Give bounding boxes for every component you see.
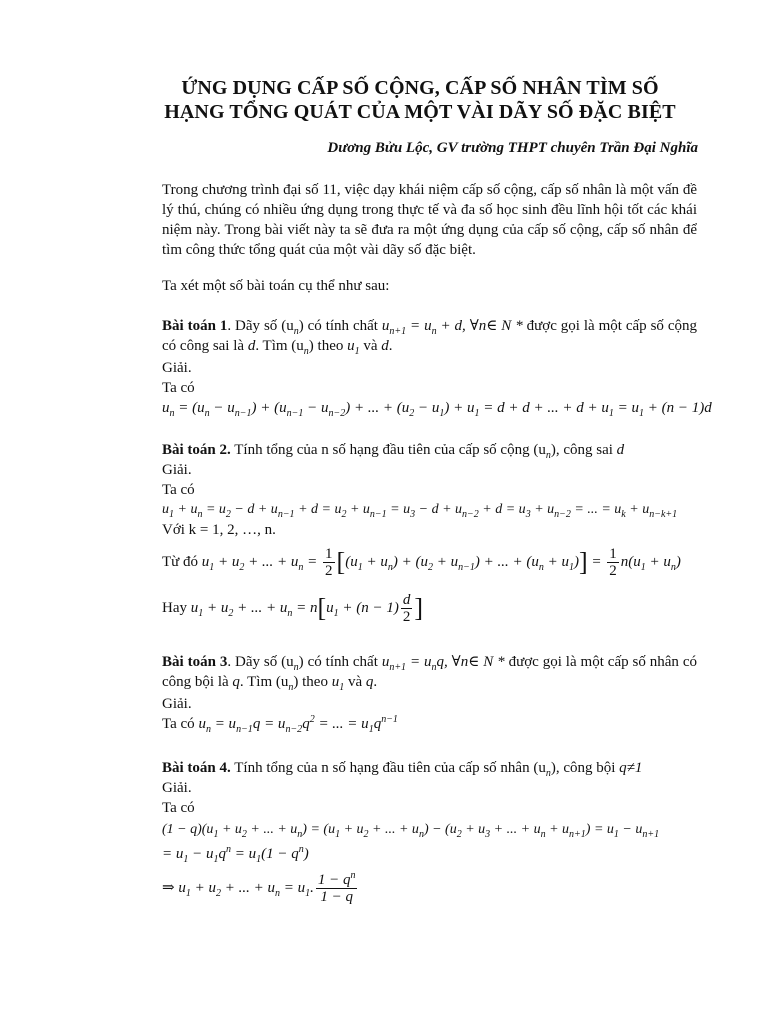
- intro-text: Trong chương trình đại số 11, việc dạy khái niệm cấp số cộng, cấp số nhân là một vấn đề lý thú, chúng có nhiều ứng dụng trong thực tế và đa số học sinh đều lĩnh hội tốt các khái niệm này. Trong bài viết này ta sẽ đưa ra một ứng dụng của cấp số cộng, cấp số nhân để tìm công thức tổng quát của một vài dãy số đặc biệt.: [162, 182, 697, 258]
- problem-1: Bài toán 1. Dãy số $(u_n)$ có tính chất $u_{n+1} = u_n + d$, ∀n∈ N * được gọi là một cấp số cộng có công sai là d. Tìm $(u_n)$ theo $u_1$ và d.: [162, 318, 698, 357]
- problem-4-equation-3: ⇒ $u_1 + u_2$ + ... + $u_n = u_1$. $\frac{1 - q^n}{1 - q}$: [162, 870, 356, 906]
- author-line: Dương Bửu Lộc, GV trường THPT chuyên Trần Đại Nghĩa: [327, 140, 698, 156]
- problem-4-label: Bài toán 4.: [162, 760, 231, 776]
- problem-3-t4: . Tìm (u: [239, 674, 289, 690]
- problem-4-text2: ), công bội: [550, 760, 620, 776]
- problem-4-solution-label: Giải.: [162, 780, 192, 796]
- problem-2-equation-3: Hay $u_1 + u_2$ + ... + $u_n = n[u_1 + (n - 1)$ $\frac{d}{2}$ ]: [162, 592, 424, 626]
- problem-2-text: Tính tổng của n số hạng đầu tiên của cấp số cộng (u: [230, 442, 546, 458]
- consider-line: Ta xét một số bài toán cụ thể như sau:: [162, 278, 390, 294]
- problem-1-equation: $u_n = (u_n - u_{n-1}) + (u_{n-1} - u_{n-2})$ + ... + $(u_2 - u_1) + u_1 = d + d$ + ... + $d + u_1 = u_1 + (n - 1)d$: [162, 400, 712, 419]
- problem-2-taco: Ta có: [162, 482, 195, 498]
- problem-2-solution-label: Giải.: [162, 462, 192, 478]
- problem-2-tudo: Từ đó: [162, 554, 199, 570]
- problem-1-t4: . Tìm (u: [255, 338, 304, 354]
- problem-3-solution-label: Giải.: [162, 696, 192, 712]
- problem-1-solution-label: Giải.: [162, 360, 192, 376]
- problem-4-equation-1: $(1 - q)(u_1 + u_2$ + ... + $u_n) = (u_1 + u_2$ + ... + $u_n) - (u_2 + u_3$ + ... + $u_n + u_{n+1}) = u_1 - u_{n+1}$: [162, 822, 660, 840]
- problem-3-t1: . Dãy số (u: [227, 654, 294, 670]
- problem-3-label: Bài toán 3: [162, 654, 228, 670]
- problem-4-taco: Ta có: [162, 800, 195, 816]
- problem-1-t3: được gọi là một cấp số cộng có công sai là: [162, 318, 698, 354]
- problem-4: Bài toán 4. Tính tổng của n số hạng đầu tiên của cấp số nhân $(u_n)$, công bội q≠1: [162, 760, 643, 779]
- problem-1-taco: Ta có: [162, 380, 195, 396]
- problem-3-t2: ) có tính chất: [298, 654, 382, 670]
- problem-2-with-k: Với k = 1, 2, …, n.: [162, 522, 276, 538]
- problem-3: Bài toán 3. Dãy số $(u_n)$ có tính chất $u_{n+1} = u_nq$, ∀n∈ N * được gọi là một cấp số nhân có công bội là q. Tìm $(u_n)$ theo $u_1$ và q.: [162, 654, 697, 693]
- problem-4-text: Tính tổng của n số hạng đầu tiên của cấp số nhân (u: [230, 760, 546, 776]
- problem-1-label: Bài toán 1: [162, 318, 228, 334]
- problem-3-formula: $u_{n+1} = u_nq$, ∀n∈ N *: [381, 654, 505, 673]
- title-line-1: ỨNG DỤNG CẤP SỐ CỘNG, CẤP SỐ NHÂN TÌM SỐ: [181, 77, 659, 99]
- problem-3-t5: ) theo: [293, 674, 332, 690]
- problem-3-equation: Ta có $u_n = u_{n-1}q = u_{n-2}q^2$ = ... = $u_1q^{n-1}$: [162, 714, 398, 735]
- problem-3-t3: được gọi là một cấp số nhân có công bội là: [162, 654, 697, 690]
- problem-2-label: Bài toán 2.: [162, 442, 231, 458]
- problem-4-equation-2: = $u_1 - u_1q^n = u_1(1 - q^n)$: [162, 844, 309, 865]
- problem-1-t5: ) theo: [308, 338, 348, 354]
- problem-2-hay: Hay: [162, 600, 187, 616]
- problem-1-formula: $u_{n+1} = u_n + d$, ∀n∈ N *: [381, 318, 523, 337]
- problem-2-equation-1: $u_1 + u_n = u_2 - d + u_{n-1} + d = u_2 + u_{n-1} = u_3 - d + u_{n-2} + d = u_3 + u_{n-2}$ = ... = $u_k + u_{n-k+1}$: [162, 502, 678, 520]
- problem-1-t6: và: [359, 338, 382, 354]
- problem-3-t6: và: [344, 674, 366, 690]
- problem-1-t2: ) có tính chất: [298, 318, 382, 334]
- title-line-2: HẠNG TỔNG QUÁT CỦA MỘT VÀI DÃY SỐ ĐẶC BIỆT: [164, 101, 676, 123]
- problem-4-cond: q≠1: [619, 760, 643, 776]
- problem-2: Bài toán 2. Tính tổng của n số hạng đầu tiên của cấp số cộng $(u_n)$, công sai d: [162, 442, 625, 461]
- problem-2-text2: ), công sai: [550, 442, 617, 458]
- problem-3-taco: Ta có: [162, 716, 195, 732]
- problem-1-t1: . Dãy số (u: [227, 318, 294, 334]
- problem-2-equation-2: Từ đó $u_1 + u_2$ + ... + $u_n$ = $\frac{1}{2}$ [$(u_1 + u_n) + (u_2 + u_{n-1})$ + ... + $(u_n + u_1)$] = $\frac{1}{2}$ $n(u_1 + u_n)$: [162, 546, 681, 580]
- intro-paragraph: [162, 180, 697, 260]
